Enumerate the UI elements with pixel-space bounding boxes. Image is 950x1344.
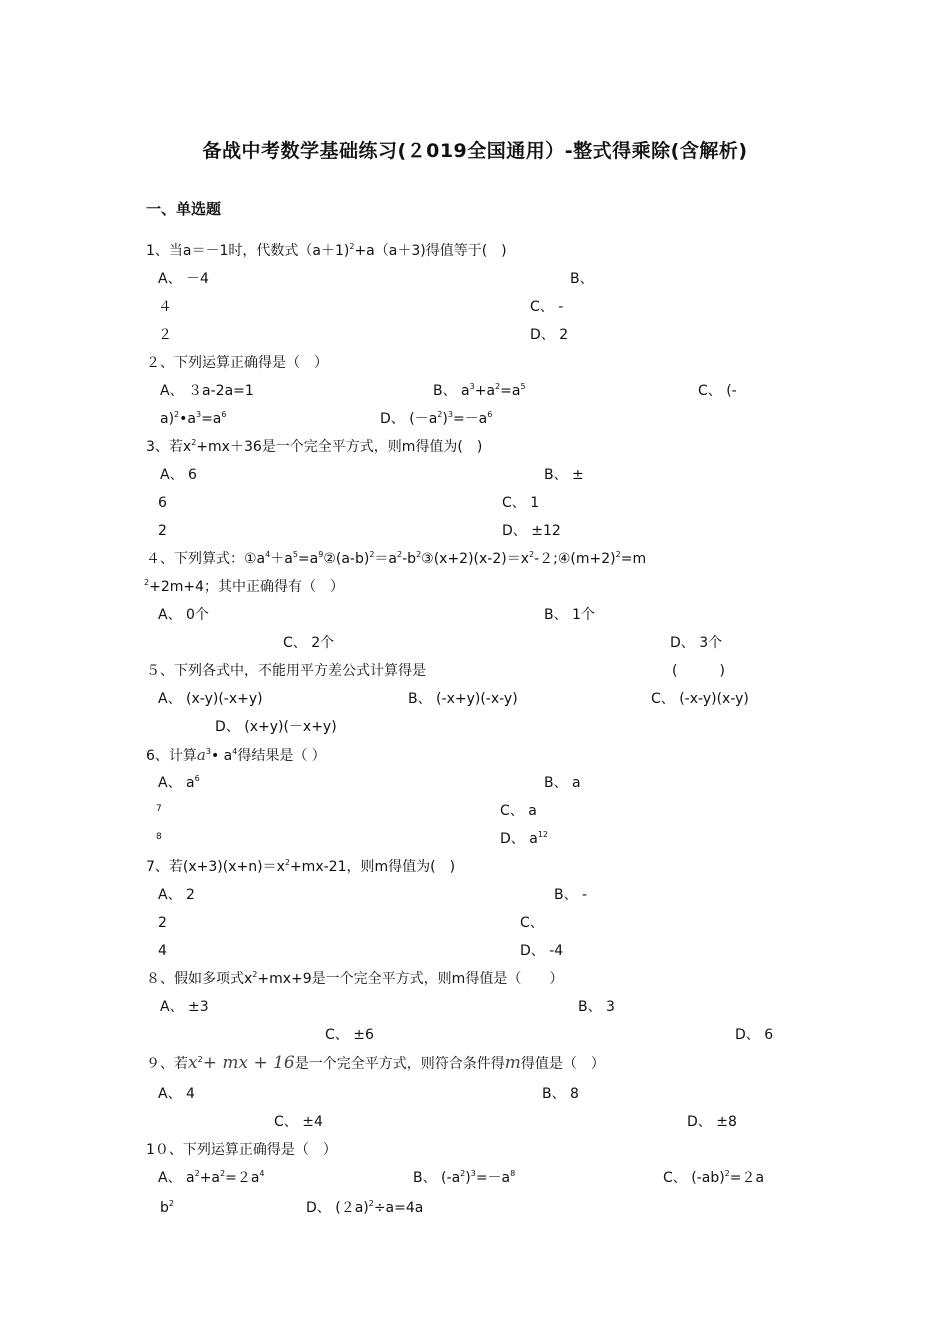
q4-option-a: A、 0个 — [158, 607, 209, 623]
q8-option-a: A、 ±3 — [160, 999, 209, 1015]
q4-option-b: B、 1个 — [544, 607, 595, 623]
q5-option-b: B、 (-x+y)(-x-y) — [408, 691, 518, 707]
q1-option-b: B、 — [570, 271, 594, 287]
q7-option-c: C、 — [520, 915, 544, 931]
q5-option-a: A、 (x-y)(-x+y) — [158, 691, 263, 707]
q3-option-d: D、 ±12 — [502, 523, 561, 539]
q10-option-a: A、 $a^2+a^2=2a^4$ — [158, 1169, 265, 1186]
q10-option-b: B、 $(-a^2)^3=-a^8$ — [413, 1169, 516, 1186]
q8-option-d: D、 6 — [735, 1027, 774, 1043]
q1-option-b-value: ４ — [158, 299, 172, 315]
q3-stem: 3、若$x^2+mx+36$是一个完全平方式，则m得值为( ) — [146, 438, 483, 455]
q6-stem: 6、计算$a^3•$ $a^4$得结果是（ ） — [146, 746, 326, 764]
document-title: 备战中考数学基础练习(２019全国通用）-整式得乘除(含解析) — [202, 140, 748, 162]
q2-option-d: D、 $(-a^2)^3=-a^6$ — [380, 410, 493, 427]
q9-option-d: D、 ±8 — [687, 1114, 737, 1130]
q2-option-a: A、 ３a-2a=1 — [160, 383, 254, 399]
q4-stem-cont: $^2$+2m+4；其中正确得有（ ） — [144, 578, 345, 595]
q2-option-c-cont: $a)^2•a^3=a^6$ — [160, 410, 227, 427]
q1-option-c-value: ２ — [158, 327, 172, 343]
q2-option-b: B、 $a^3+a^2=a^5$ — [433, 382, 526, 399]
q6-option-b-exponent: 7 — [156, 804, 162, 814]
q7-option-b: B、 - — [554, 887, 588, 903]
q8-stem: ８、假如多项式$x^2+mx+9$是一个完全平方式，则m得值是（ ） — [146, 970, 564, 987]
q9-option-b: B、 8 — [542, 1086, 579, 1102]
q6-option-a: A、 $a^6$ — [158, 774, 200, 791]
q9-option-a: A、 4 — [158, 1086, 195, 1102]
q3-option-b: B、 ± — [544, 467, 584, 483]
q3-option-c: C、 1 — [502, 495, 540, 511]
q3-option-c-value: 2 — [158, 523, 167, 539]
q7-option-a: A、 2 — [158, 887, 195, 903]
q7-option-c-value: 4 — [158, 943, 167, 959]
q2-option-c: C、 (- — [698, 383, 737, 399]
q5-stem: ５、下列各式中，不能用平方差公式计算得是 — [146, 663, 426, 679]
q6-option-c-exponent: 8 — [156, 832, 162, 842]
q4-option-d: D、 3个 — [670, 635, 723, 651]
q1-option-c: C、 - — [530, 299, 564, 315]
q9-option-c: C、 ±4 — [274, 1114, 323, 1130]
q2-stem: ２、下列运算正确得是（ ） — [146, 355, 328, 371]
q5-option-d: D、 (x+y)(－x+y) — [215, 719, 337, 735]
q1-stem: 1、当a＝－1时，代数式（a＋1)$^2$+a（a＋3)得值等于( ) — [146, 242, 507, 259]
q7-stem: 7、若$(x+3)(x+n)=x^2+mx-21$，则m得值为( ) — [146, 858, 456, 875]
q3-option-b-value: 6 — [158, 495, 167, 511]
q6-option-b: B、 a — [544, 775, 581, 791]
q4-stem: ４、下列算式：$①a^4+a^5=a^9②(a-b)^2=a^2-b^2③(x+2)(x-2)=x^2-2;④(m+2)^2=m$ — [146, 550, 647, 567]
q8-option-b: B、 3 — [578, 999, 615, 1015]
q5-option-c: C、 (-x-y)(x-y) — [651, 691, 749, 707]
q6-option-c: C、 a — [500, 803, 537, 819]
q5-answer-paren: ( ) — [672, 663, 725, 679]
section-heading: 一、单选题 — [146, 200, 222, 218]
q7-option-b-value: 2 — [158, 915, 167, 931]
q10-option-c: C、 $(-ab)^2=2a$ — [663, 1169, 765, 1186]
q10-option-d: D、 $(2a)^2\div a=4a$ — [306, 1199, 424, 1216]
q10-option-c-cont: $b^2$ — [160, 1199, 174, 1216]
q8-option-c: C、 ±6 — [325, 1027, 374, 1043]
q10-stem: 1０、下列运算正确得是（ ） — [146, 1142, 337, 1158]
q7-option-d: D、 -4 — [520, 943, 564, 959]
q1-option-d: D、 2 — [530, 327, 569, 343]
q1-option-a: A、 －4 — [158, 271, 209, 287]
q6-option-d: D、 $a^{12}$ — [500, 830, 548, 847]
q9-stem: ９、若$x^2+$ mx + 16是一个完全平方式，则符合条件得m得值是（ ） — [146, 1053, 605, 1073]
q3-option-a: A、 6 — [160, 467, 197, 483]
q4-option-c: C、 2个 — [283, 635, 335, 651]
